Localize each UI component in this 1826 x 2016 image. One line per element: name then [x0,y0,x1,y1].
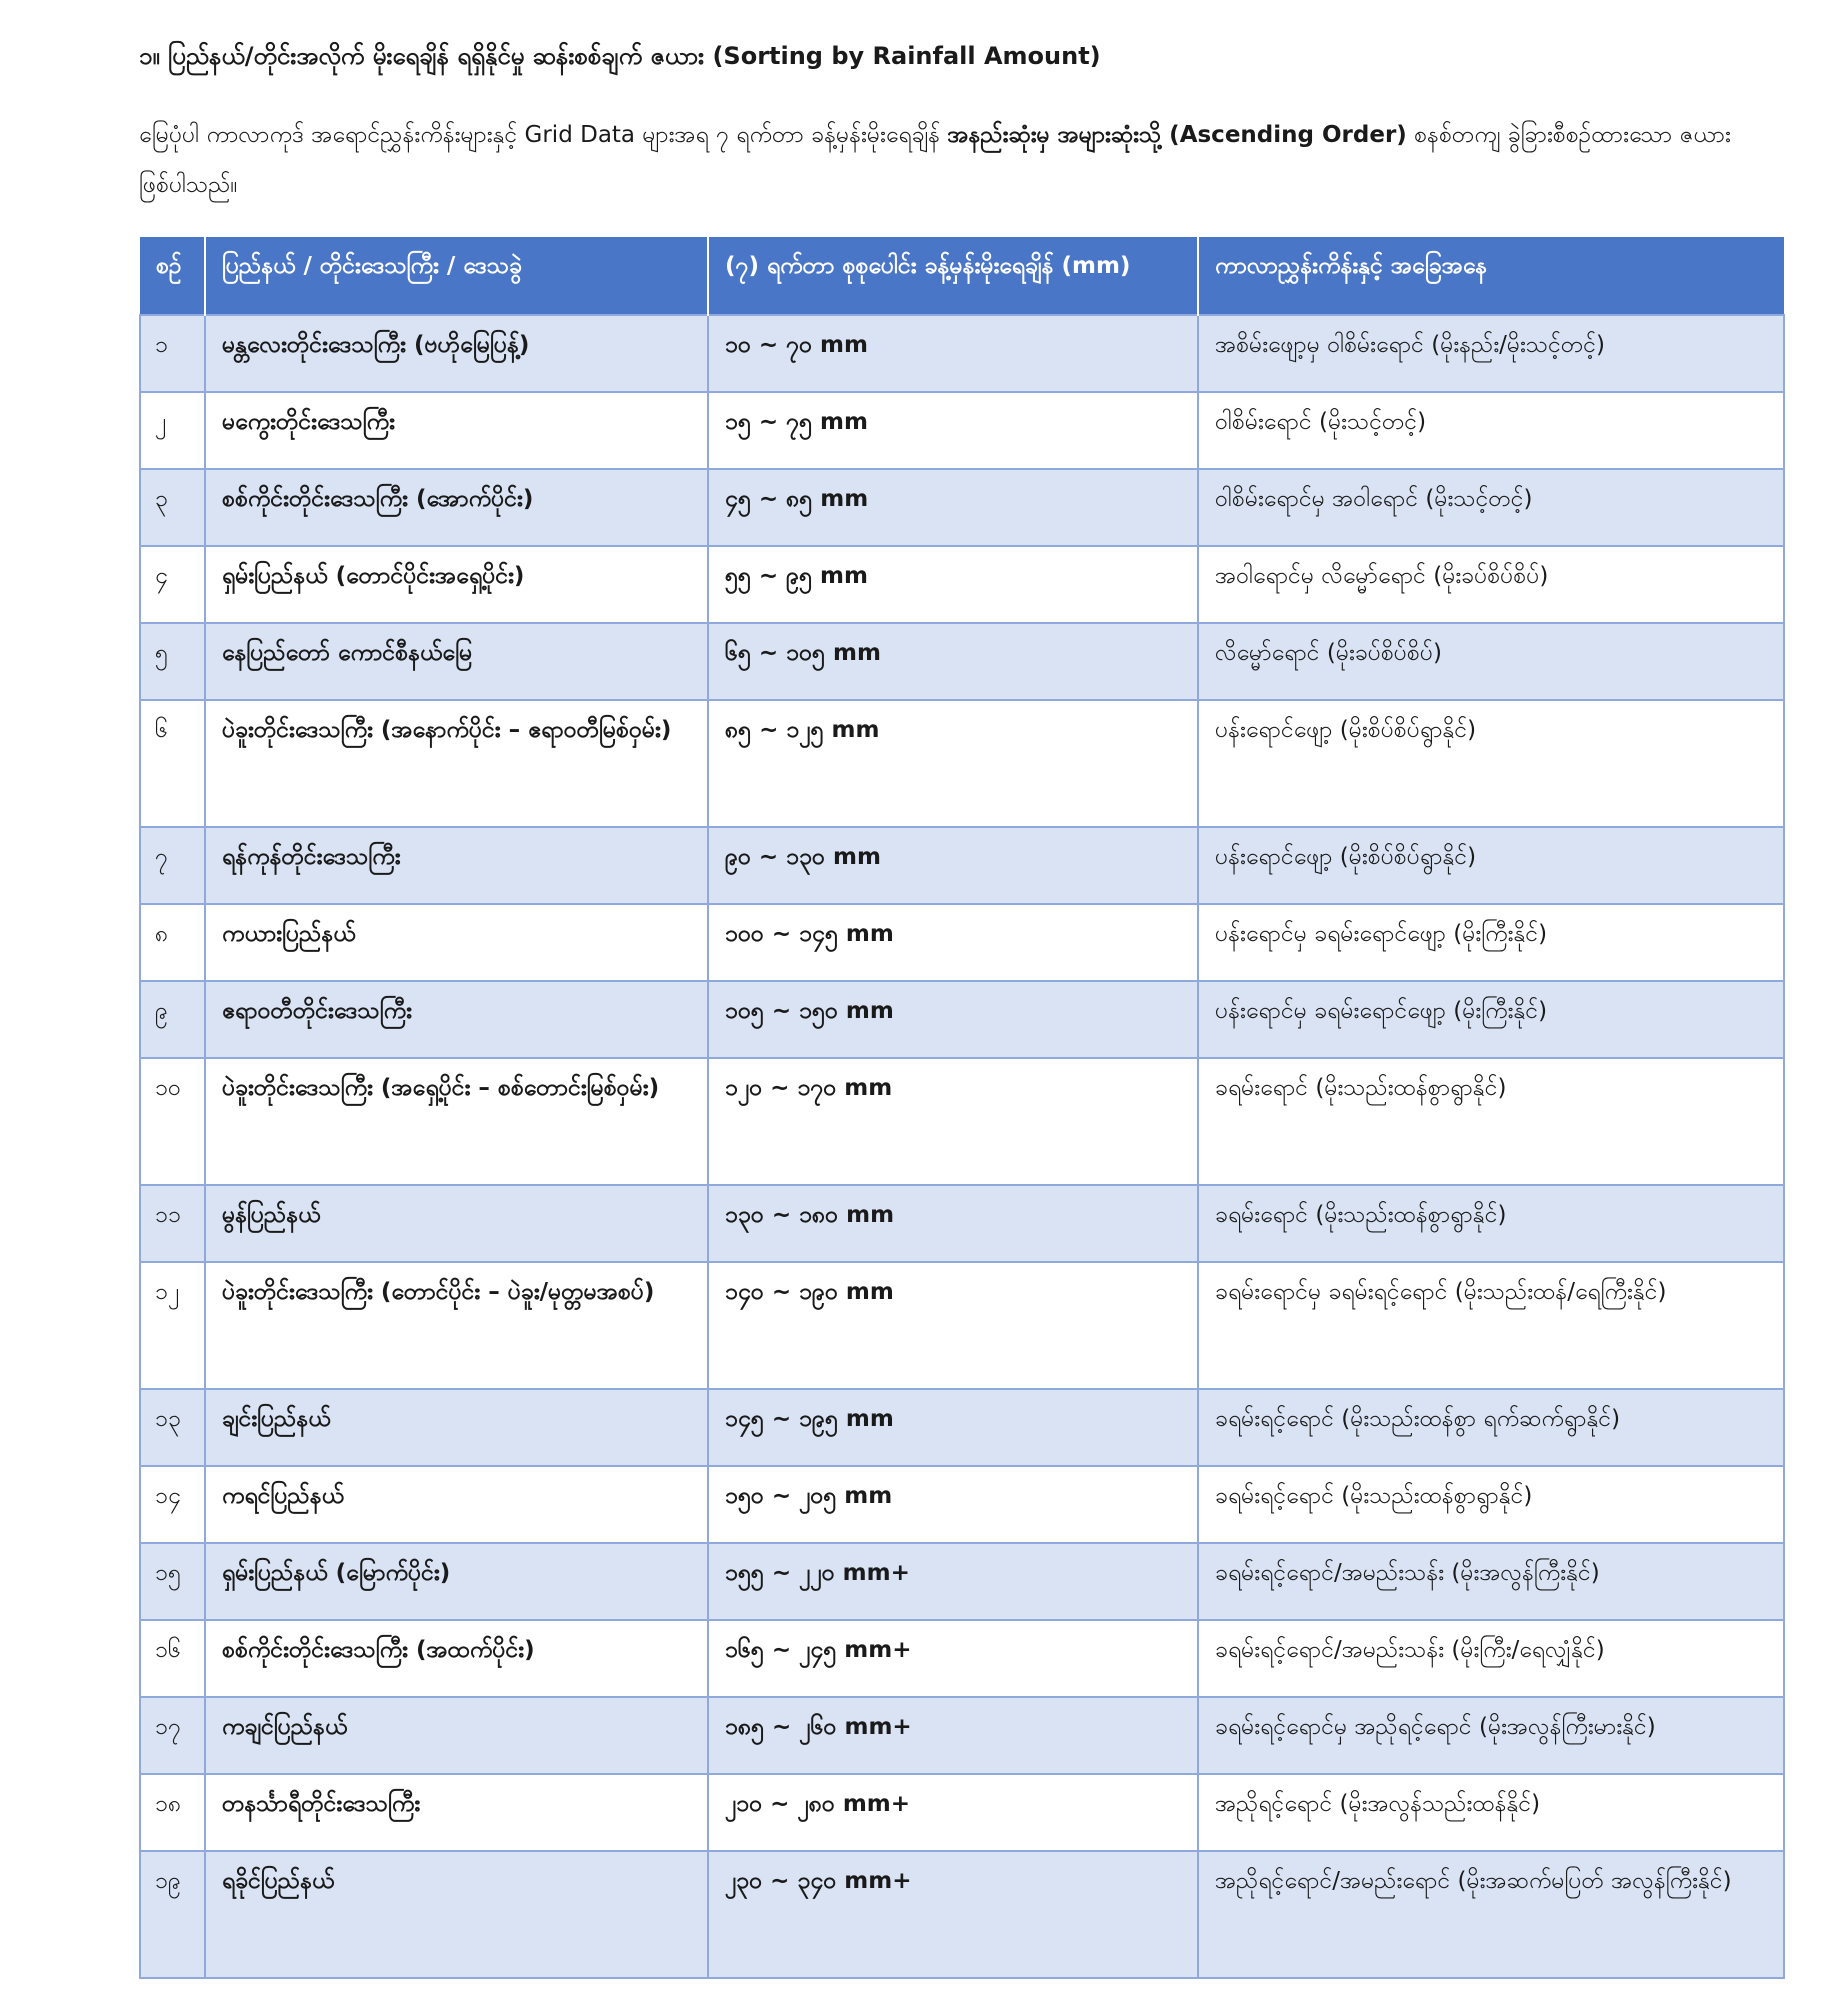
table-row [140,623,1784,700]
intro-text-2: စနစ်တကျ ခွဲခြားစီစဉ်ထားသော ဇယားဖြစ်ပါသည်။ [139,122,1731,198]
table-row [140,827,1784,904]
serial-number-cell: ၁၇ [140,1697,205,1774]
region-cell: နေပြည်တော် ကောင်စီနယ်မြေ [205,623,708,700]
region-cell: ရှမ်းပြည်နယ် (မြောက်ပိုင်း) [205,1543,708,1620]
region-cell: ပဲခူးတိုင်းဒေသကြီး (အရှေ့ပိုင်း – စစ်တောင်းမြစ်ဝှမ်း) [205,1058,708,1185]
serial-number-cell: ၁၂ [140,1262,205,1389]
region-cell: ပဲခူးတိုင်းဒေသကြီး (အနောက်ပိုင်း – ဧရာဝတီမြစ်ဝှမ်း) [205,700,708,827]
serial-number-cell: ၈ [140,904,205,981]
rainfall-cell: ၂၁၀ ~ ၂၈၀ mm+ [708,1774,1198,1851]
region-cell: ရန်ကုန်တိုင်းဒေသကြီး [205,827,708,904]
status-cell: ပန်းရောင်ဖျော့ (မိုးစိပ်စိပ်ရွာနိုင်) [1198,827,1784,904]
status-cell: အဝါရောင်မှ လိမ္မော်ရောင် (မိုးခပ်စိပ်စိပ်) [1198,546,1784,623]
serial-number-cell: ၁၆ [140,1620,205,1697]
region-cell: စစ်ကိုင်းတိုင်းဒေသကြီး (အောက်ပိုင်း) [205,469,708,546]
intro-paragraph [139,110,1739,210]
status-cell: ခရမ်းရောင်မှ ခရမ်းရင့်ရောင် (မိုးသည်းထန်/ရေကြီးနိုင်) [1198,1262,1784,1389]
status-cell: လိမ္မော်ရောင် (မိုးခပ်စိပ်စိပ်) [1198,623,1784,700]
status-cell: ခရမ်းရင့်ရောင်မှ အညိုရင့်ရောင် (မိုးအလွန်ကြီးမားနိုင်) [1198,1697,1784,1774]
region-cell: ကယားပြည်နယ် [205,904,708,981]
table-row [140,546,1784,623]
region-cell: မကွေးတိုင်းဒေသကြီး [205,392,708,469]
intro-bold-text: အနည်းဆုံးမှ အများဆုံးသို့ (Ascending Order) [947,122,1407,148]
rainfall-cell: ၁၀၀ ~ ၁၄၅ mm [708,904,1198,981]
serial-number-cell: ၁၈ [140,1774,205,1851]
table-row [140,1466,1784,1543]
serial-number-cell: ၂ [140,392,205,469]
rainfall-cell: ၁၀၅ ~ ၁၅၀ mm [708,981,1198,1058]
rainfall-cell: ၁၅၅ ~ ၂၂၀ mm+ [708,1543,1198,1620]
region-cell: ပဲခူးတိုင်းဒေသကြီး (တောင်ပိုင်း – ပဲခူး/မုတ္တမအစပ်) [205,1262,708,1389]
region-cell: တနင်္သာရီတိုင်းဒေသကြီး [205,1774,708,1851]
region-cell: မွန်ပြည်နယ် [205,1185,708,1262]
header-serial: စဉ် [140,237,205,315]
table-row [140,700,1784,827]
rainfall-cell: ၁၅ ~ ၇၅ mm [708,392,1198,469]
region-cell: ရခိုင်ပြည်နယ် [205,1851,708,1978]
rainfall-cell: ၁၄၅ ~ ၁၉၅ mm [708,1389,1198,1466]
rainfall-cell: ၁၆၅ ~ ၂၄၅ mm+ [708,1620,1198,1697]
region-cell: ချင်းပြည်နယ် [205,1389,708,1466]
table-row [140,315,1784,392]
table-header-row [140,237,1784,315]
region-cell: ဧရာဝတီတိုင်းဒေသကြီး [205,981,708,1058]
serial-number-cell: ၁၀ [140,1058,205,1185]
status-cell: ပန်းရောင်မှ ခရမ်းရောင်ဖျော့ (မိုးကြီးနိုင်) [1198,981,1784,1058]
intro-text-1: မြေပုံပါ ကာလာကုဒ် အရောင်ညွှန်းကိန်းများနှင့် Grid Data များအရ ၇ ရက်တာ ခန့်မှန်းမိုးရေချိန် [139,122,948,148]
header-rainfall: (၇) ရက်တာ စုစုပေါင်း ခန့်မှန်းမိုးရေချိန် (mm) [708,237,1198,315]
table-row [140,1774,1784,1851]
status-cell: ပန်းရောင်ဖျော့ (မိုးစိပ်စိပ်ရွာနိုင်) [1198,700,1784,827]
status-cell: ခရမ်းရင့်ရောင်/အမည်းသန်း (မိုးကြီး/ရေလျှံနိုင်) [1198,1620,1784,1697]
rainfall-cell: ၁၅၀ ~ ၂၀၅ mm [708,1466,1198,1543]
serial-number-cell: ၁၅ [140,1543,205,1620]
rainfall-cell: ၉၀ ~ ၁၃၀ mm [708,827,1198,904]
table-row [140,981,1784,1058]
status-cell: ခရမ်းရင့်ရောင် (မိုးသည်းထန်စွာ ရက်ဆက်ရွာနိုင်) [1198,1389,1784,1466]
table-row [140,1620,1784,1697]
serial-number-cell: ၉ [140,981,205,1058]
status-cell: ဝါစိမ်းရောင်မှ အဝါရောင် (မိုးသင့်တင့်) [1198,469,1784,546]
status-cell: ပန်းရောင်မှ ခရမ်းရောင်ဖျော့ (မိုးကြီးနိုင်) [1198,904,1784,981]
status-cell: အစိမ်းဖျော့မှ ဝါစိမ်းရောင် (မိုးနည်း/မိုးသင့်တင့်) [1198,315,1784,392]
serial-number-cell: ၁၃ [140,1389,205,1466]
rainfall-cell: ၁၂၀ ~ ၁၇၀ mm [708,1058,1198,1185]
table-row [140,1389,1784,1466]
serial-number-cell: ၅ [140,623,205,700]
rainfall-table [139,237,1785,1979]
status-cell: အညိုရင့်ရောင် (မိုးအလွန်သည်းထန်နိုင်) [1198,1774,1784,1851]
serial-number-cell: ၃ [140,469,205,546]
section-heading: ၁။ ပြည်နယ်/တိုင်းအလိုက် မိုးရေချိန် ရရှိနိုင်မှု ဆန်းစစ်ချက် ဇယား (Sorting by Rainfall Amount) [139,42,1101,70]
header-region: ပြည်နယ် / တိုင်းဒေသကြီး / ဒေသခွဲ [205,237,708,315]
rainfall-cell: ၁၃၀ ~ ၁၈၀ mm [708,1185,1198,1262]
rainfall-cell: ၄၅ ~ ၈၅ mm [708,469,1198,546]
serial-number-cell: ၁ [140,315,205,392]
status-cell: ခရမ်းရင့်ရောင် (မိုးသည်းထန်စွာရွာနိုင်) [1198,1466,1784,1543]
rainfall-cell: ၁၄၀ ~ ၁၉၀ mm [708,1262,1198,1389]
serial-number-cell: ၁၄ [140,1466,205,1543]
table-row [140,1697,1784,1774]
rainfall-cell: ၁၀ ~ ၇၀ mm [708,315,1198,392]
serial-number-cell: ၆ [140,700,205,827]
table-row [140,1543,1784,1620]
header-status: ကာလာညွှန်းကိန်းနှင့် အခြေအနေ [1198,237,1784,315]
serial-number-cell: ၇ [140,827,205,904]
table-row [140,1851,1784,1978]
table-row [140,904,1784,981]
table-row [140,1185,1784,1262]
table-row [140,392,1784,469]
region-cell: ရှမ်းပြည်နယ် (တောင်ပိုင်းအရှေ့ပိုင်း) [205,546,708,623]
table-body [140,315,1784,1978]
status-cell: အညိုရင့်ရောင်/အမည်းရောင် (မိုးအဆက်မပြတ် အလွန်ကြီးနိုင်) [1198,1851,1784,1978]
rainfall-cell: ၂၃၀ ~ ၃၄၀ mm+ [708,1851,1198,1978]
rainfall-cell: ၅၅ ~ ၉၅ mm [708,546,1198,623]
rainfall-cell: ၁၈၅ ~ ၂၆၀ mm+ [708,1697,1198,1774]
status-cell: ခရမ်းရောင် (မိုးသည်းထန်စွာရွာနိုင်) [1198,1185,1784,1262]
rainfall-cell: ၈၅ ~ ၁၂၅ mm [708,700,1198,827]
serial-number-cell: ၁၉ [140,1851,205,1978]
table-row [140,469,1784,546]
region-cell: မန္တလေးတိုင်းဒေသကြီး (ဗဟိုမြေပြန့်) [205,315,708,392]
serial-number-cell: ၄ [140,546,205,623]
region-cell: ကချင်ပြည်နယ် [205,1697,708,1774]
region-cell: စစ်ကိုင်းတိုင်းဒေသကြီး (အထက်ပိုင်း) [205,1620,708,1697]
table-row [140,1058,1784,1185]
table-row [140,1262,1784,1389]
rainfall-cell: ၆၅ ~ ၁၀၅ mm [708,623,1198,700]
status-cell: ခရမ်းရင့်ရောင်/အမည်းသန်း (မိုးအလွန်ကြီးနိုင်) [1198,1543,1784,1620]
region-cell: ကရင်ပြည်နယ် [205,1466,708,1543]
serial-number-cell: ၁၁ [140,1185,205,1262]
status-cell: ခရမ်းရောင် (မိုးသည်းထန်စွာရွာနိုင်) [1198,1058,1784,1185]
status-cell: ဝါစိမ်းရောင် (မိုးသင့်တင့်) [1198,392,1784,469]
